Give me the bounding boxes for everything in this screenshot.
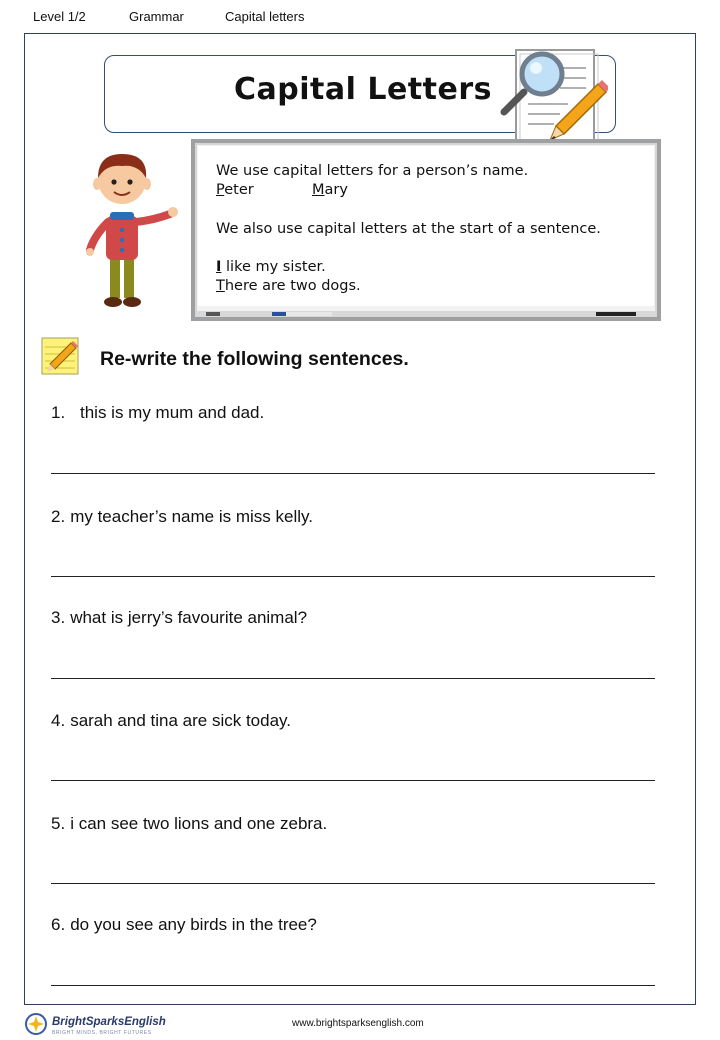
answer-line-3[interactable]: [51, 678, 655, 679]
answer-line-2[interactable]: [51, 576, 655, 577]
footer-logo-text: BrightSparksEnglish: [52, 1016, 166, 1028]
header-subject: Grammar: [129, 9, 184, 24]
board-rule-names: We use capital letters for a person’s name.: [216, 163, 529, 179]
answer-line-6[interactable]: [51, 985, 655, 986]
question-5: 5. i can see two lions and one zebra.: [51, 814, 328, 833]
boy-illustration: [80, 150, 182, 312]
magnifier-pencil-icon: [498, 44, 608, 148]
header-topic: Capital letters: [225, 9, 305, 24]
board-example-sentence-2: There are two dogs.: [216, 278, 361, 294]
board-rule-sentences: We also use capital letters at the start of a sentence.: [216, 221, 601, 237]
question-4: 4. sarah and tina are sick today.: [51, 711, 291, 730]
question-2: 2. my teacher’s name is miss kelly.: [51, 507, 313, 526]
answer-line-1[interactable]: [51, 473, 655, 474]
question-1: 1. this is my mum and dad.: [51, 403, 265, 422]
board-example-sentence-1: I like my sister.: [216, 259, 326, 275]
question-3: 3. what is jerry’s favourite animal?: [51, 608, 308, 627]
header-level: Level 1/2: [33, 9, 86, 24]
footer-url[interactable]: www.brightsparksenglish.com: [292, 1018, 424, 1029]
footer-logo-tagline: BRIGHT MINDS, BRIGHT FUTURES: [52, 1030, 152, 1036]
question-6: 6. do you see any birds in the tree?: [51, 915, 317, 934]
answer-line-5[interactable]: [51, 883, 655, 884]
whiteboard-tray: [196, 309, 656, 319]
board-example-name-mary: Mary: [312, 182, 348, 198]
board-example-name-peter: Peter: [216, 182, 254, 198]
page-title: Capital Letters: [234, 72, 492, 107]
notepad-pencil-icon: [41, 337, 79, 375]
answer-line-4[interactable]: [51, 780, 655, 781]
header-bar: [0, 9, 720, 27]
instruction-heading: Re-write the following sentences.: [100, 348, 409, 370]
